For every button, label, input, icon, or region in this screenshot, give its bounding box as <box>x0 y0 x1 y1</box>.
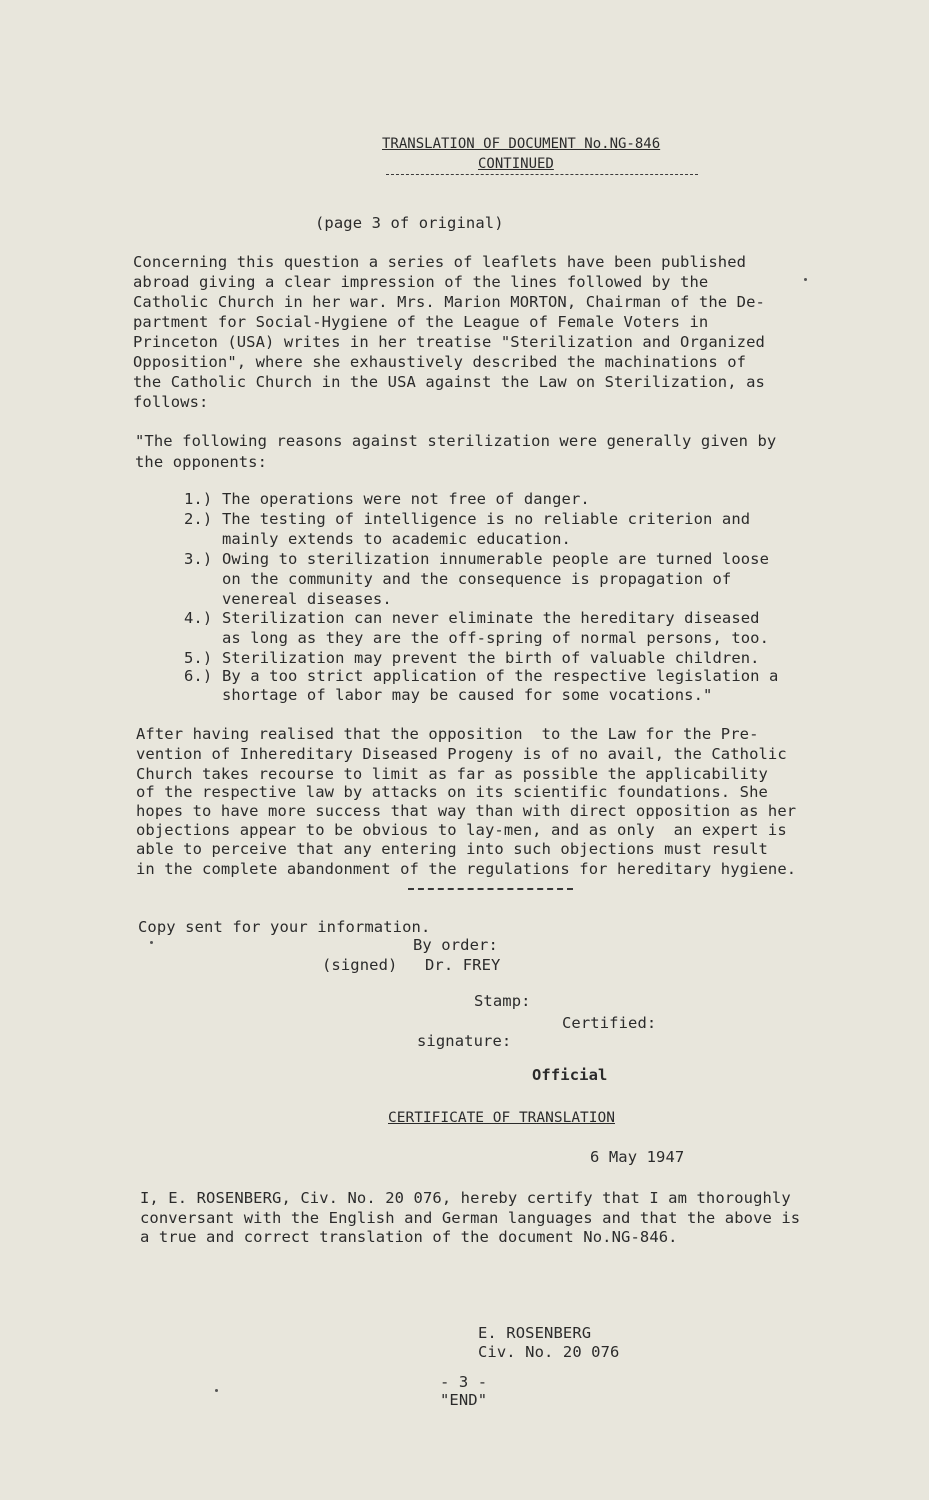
header-dashed-rule <box>386 174 698 175</box>
list-item-line: Sterilization can never eliminate the hereditary diseased <box>222 609 760 627</box>
copy-sent-line: Copy sent for your information. <box>138 918 431 936</box>
signed-label: (signed) <box>322 956 398 974</box>
paragraph-line: Opposition", where she exhaustively described the machinations of <box>133 353 747 371</box>
by-order-label: By order: <box>413 936 498 954</box>
list-item-number: 1.) <box>184 490 213 508</box>
paragraph-line: Princeton (USA) writes in her treatise "Sterilization and Organized <box>133 333 765 351</box>
list-item-line: on the community and the consequence is propagation of <box>222 570 732 588</box>
list-item-line: Sterilization may prevent the birth of valuable children. <box>222 649 760 667</box>
scan-speck <box>215 1389 218 1392</box>
paragraph-line: a true and correct translation of the document No.NG-846. <box>140 1228 678 1246</box>
paragraph-line: Concerning this question a series of leaflets have been published <box>133 253 747 271</box>
paragraph-line: I, E. ROSENBERG, Civ. No. 20 076, hereby certify that I am thoroughly <box>140 1189 791 1207</box>
list-item-line: shortage of labor may be caused for some vocations." <box>222 686 713 704</box>
end-marker: "END" <box>440 1391 488 1409</box>
list-item-number: 3.) <box>184 550 213 568</box>
paragraph-line: After having realised that the opposition to the Law for the Pre- <box>136 725 759 743</box>
certified-label: Certified: <box>562 1014 657 1032</box>
paragraph-line: Church takes recourse to limit as far as possible the applicability <box>136 765 768 783</box>
list-item-line: as long as they are the off-spring of normal persons, too. <box>222 629 770 647</box>
scan-speck <box>804 278 807 281</box>
document-title: TRANSLATION OF DOCUMENT No.NG-846 <box>382 136 661 152</box>
paragraph-line: the Catholic Church in the USA against the Law on Sterilization, as <box>133 373 765 391</box>
paragraph-line: of the respective law by attacks on its scientific foundations. She <box>136 783 768 801</box>
paragraph-line: abroad giving a clear impression of the lines followed by the <box>133 273 709 291</box>
paragraph-line: conversant with the English and German languages and that the above is <box>140 1209 801 1227</box>
translator-name: E. ROSENBERG <box>478 1324 592 1342</box>
document-subtitle: CONTINUED <box>478 156 554 172</box>
section-separator <box>408 888 573 890</box>
paragraph-line: able to perceive that any entering into such objections must result <box>136 840 768 858</box>
scan-speck <box>150 941 153 944</box>
paragraph-line: in the complete abandonment of the regulations for hereditary hygiene. <box>136 860 797 878</box>
list-item-number: 4.) <box>184 609 213 627</box>
certificate-date: 6 May 1947 <box>590 1148 685 1166</box>
list-item-line: Owing to sterilization innumerable people are turned loose <box>222 550 770 568</box>
list-item-line: The testing of intelligence is no reliable criterion and <box>222 510 751 528</box>
list-item-line: By a too strict application of the respective legislation a <box>222 667 779 685</box>
paragraph-line: follows: <box>133 393 209 411</box>
page-of-original: (page 3 of original) <box>315 214 504 232</box>
paragraph-line: partment for Social-Hygiene of the League of Female Voters in <box>133 313 709 331</box>
list-item-number: 2.) <box>184 510 213 528</box>
list-item-line: mainly extends to academic education. <box>222 530 571 548</box>
list-item-line: venereal diseases. <box>222 590 392 608</box>
paragraph-line: "The following reasons against sterilization were generally given by <box>135 432 777 450</box>
translator-civ-number: Civ. No. 20 076 <box>478 1343 620 1361</box>
paragraph-line: hopes to have more success that way than with direct opposition as her <box>136 802 797 820</box>
page-number: - 3 - <box>440 1373 488 1391</box>
paragraph-line: objections appear to be obvious to lay-men, and as only an expert is <box>136 821 787 839</box>
paragraph-line: Catholic Church in her war. Mrs. Marion MORTON, Chairman of the De- <box>133 293 765 311</box>
paragraph-line: vention of Inhereditary Diseased Progeny is of no avail, the Catholic <box>136 745 787 763</box>
signature-label: signature: <box>417 1032 512 1050</box>
certificate-heading: CERTIFICATE OF TRANSLATION <box>388 1110 615 1126</box>
official-label: Official <box>532 1066 608 1084</box>
list-item-number: 5.) <box>184 649 213 667</box>
stamp-label: Stamp: <box>474 992 531 1010</box>
list-item-line: The operations were not free of danger. <box>222 490 590 508</box>
list-item-number: 6.) <box>184 667 213 685</box>
signer-name: Dr. FREY <box>425 956 501 974</box>
paragraph-line: the opponents: <box>135 453 268 471</box>
